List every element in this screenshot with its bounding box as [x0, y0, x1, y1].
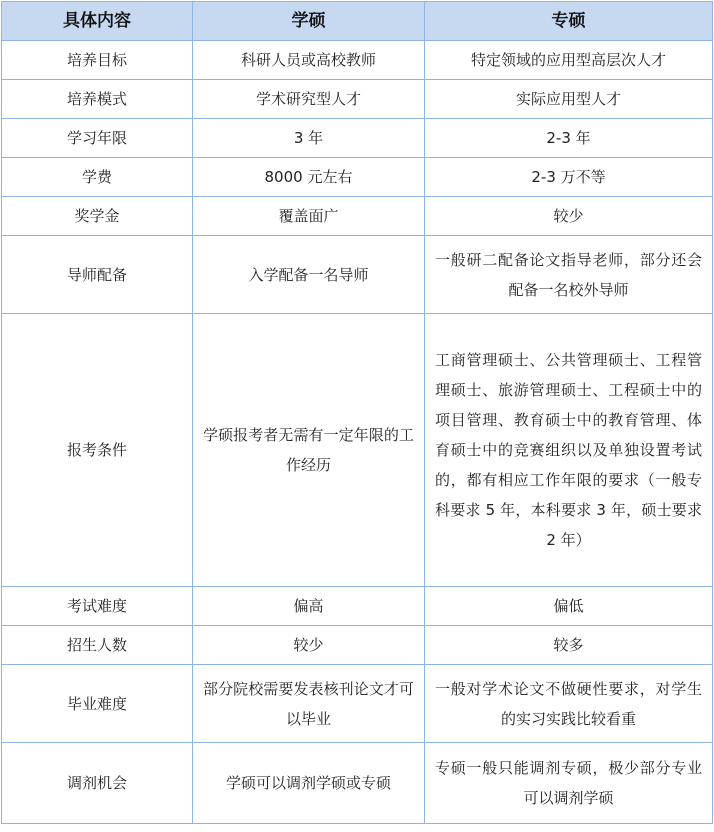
header-item: 具体内容 — [2, 2, 193, 41]
table-row — [2, 158, 713, 197]
table-row — [2, 314, 713, 587]
row-item-cell: 培养模式 — [2, 80, 193, 119]
professional-cell: 专硕一般只能调剂专硕，极少部分专业可以调剂学硕 — [425, 743, 713, 824]
academic-cell: 部分院校需要发表核刊论文才可以毕业 — [193, 665, 425, 743]
academic-cell: 8000 元左右 — [193, 158, 425, 197]
academic-cell: 覆盖面广 — [193, 197, 425, 236]
table-body — [2, 41, 713, 824]
table-row — [2, 41, 713, 80]
academic-cell: 学术研究型人才 — [193, 80, 425, 119]
table-row — [2, 119, 713, 158]
row-item-cell: 培养目标 — [2, 41, 193, 80]
comparison-table — [1, 1, 713, 824]
table-row — [2, 587, 713, 626]
academic-cell: 偏高 — [193, 587, 425, 626]
header-row — [2, 2, 713, 41]
table-row — [2, 626, 713, 665]
row-item-cell: 调剂机会 — [2, 743, 193, 824]
professional-cell: 2-3 万不等 — [425, 158, 713, 197]
academic-cell: 学硕可以调剂学硕或专硕 — [193, 743, 425, 824]
academic-cell: 入学配备一名导师 — [193, 236, 425, 314]
table-row — [2, 665, 713, 743]
professional-cell: 较多 — [425, 626, 713, 665]
row-item-cell: 毕业难度 — [2, 665, 193, 743]
table-row — [2, 743, 713, 824]
row-item-cell: 招生人数 — [2, 626, 193, 665]
academic-cell: 较少 — [193, 626, 425, 665]
table-row — [2, 80, 713, 119]
academic-cell: 学硕报考者无需有一定年限的工作经历 — [193, 314, 425, 587]
table-header — [2, 2, 713, 41]
row-item-cell: 学习年限 — [2, 119, 193, 158]
professional-cell: 偏低 — [425, 587, 713, 626]
table-row — [2, 197, 713, 236]
professional-cell: 特定领域的应用型高层次人才 — [425, 41, 713, 80]
header-professional: 专硕 — [425, 2, 713, 41]
row-item-cell: 报考条件 — [2, 314, 193, 587]
row-item-cell: 奖学金 — [2, 197, 193, 236]
academic-cell: 科研人员或高校教师 — [193, 41, 425, 80]
header-academic: 学硕 — [193, 2, 425, 41]
academic-cell: 3 年 — [193, 119, 425, 158]
row-item-cell: 考试难度 — [2, 587, 193, 626]
professional-cell: 一般研二配备论文指导老师，部分还会配备一名校外导师 — [425, 236, 713, 314]
professional-cell: 实际应用型人才 — [425, 80, 713, 119]
professional-cell: 工商管理硕士、公共管理硕士、工程管理硕士、旅游管理硕士、工程硕士中的项目管理、教育硕士中的教育管理、体育硕士中的竞赛组织以及单独设置考试的，都有相应工作年限的要求（一般专科要求 5 年，本科要求 3 年，硕士要求 2 年） — [425, 314, 713, 587]
table-row — [2, 236, 713, 314]
professional-cell: 2-3 年 — [425, 119, 713, 158]
professional-cell: 一般对学术论文不做硬性要求，对学生的实习实践比较看重 — [425, 665, 713, 743]
row-item-cell: 导师配备 — [2, 236, 193, 314]
professional-cell: 较少 — [425, 197, 713, 236]
row-item-cell: 学费 — [2, 158, 193, 197]
